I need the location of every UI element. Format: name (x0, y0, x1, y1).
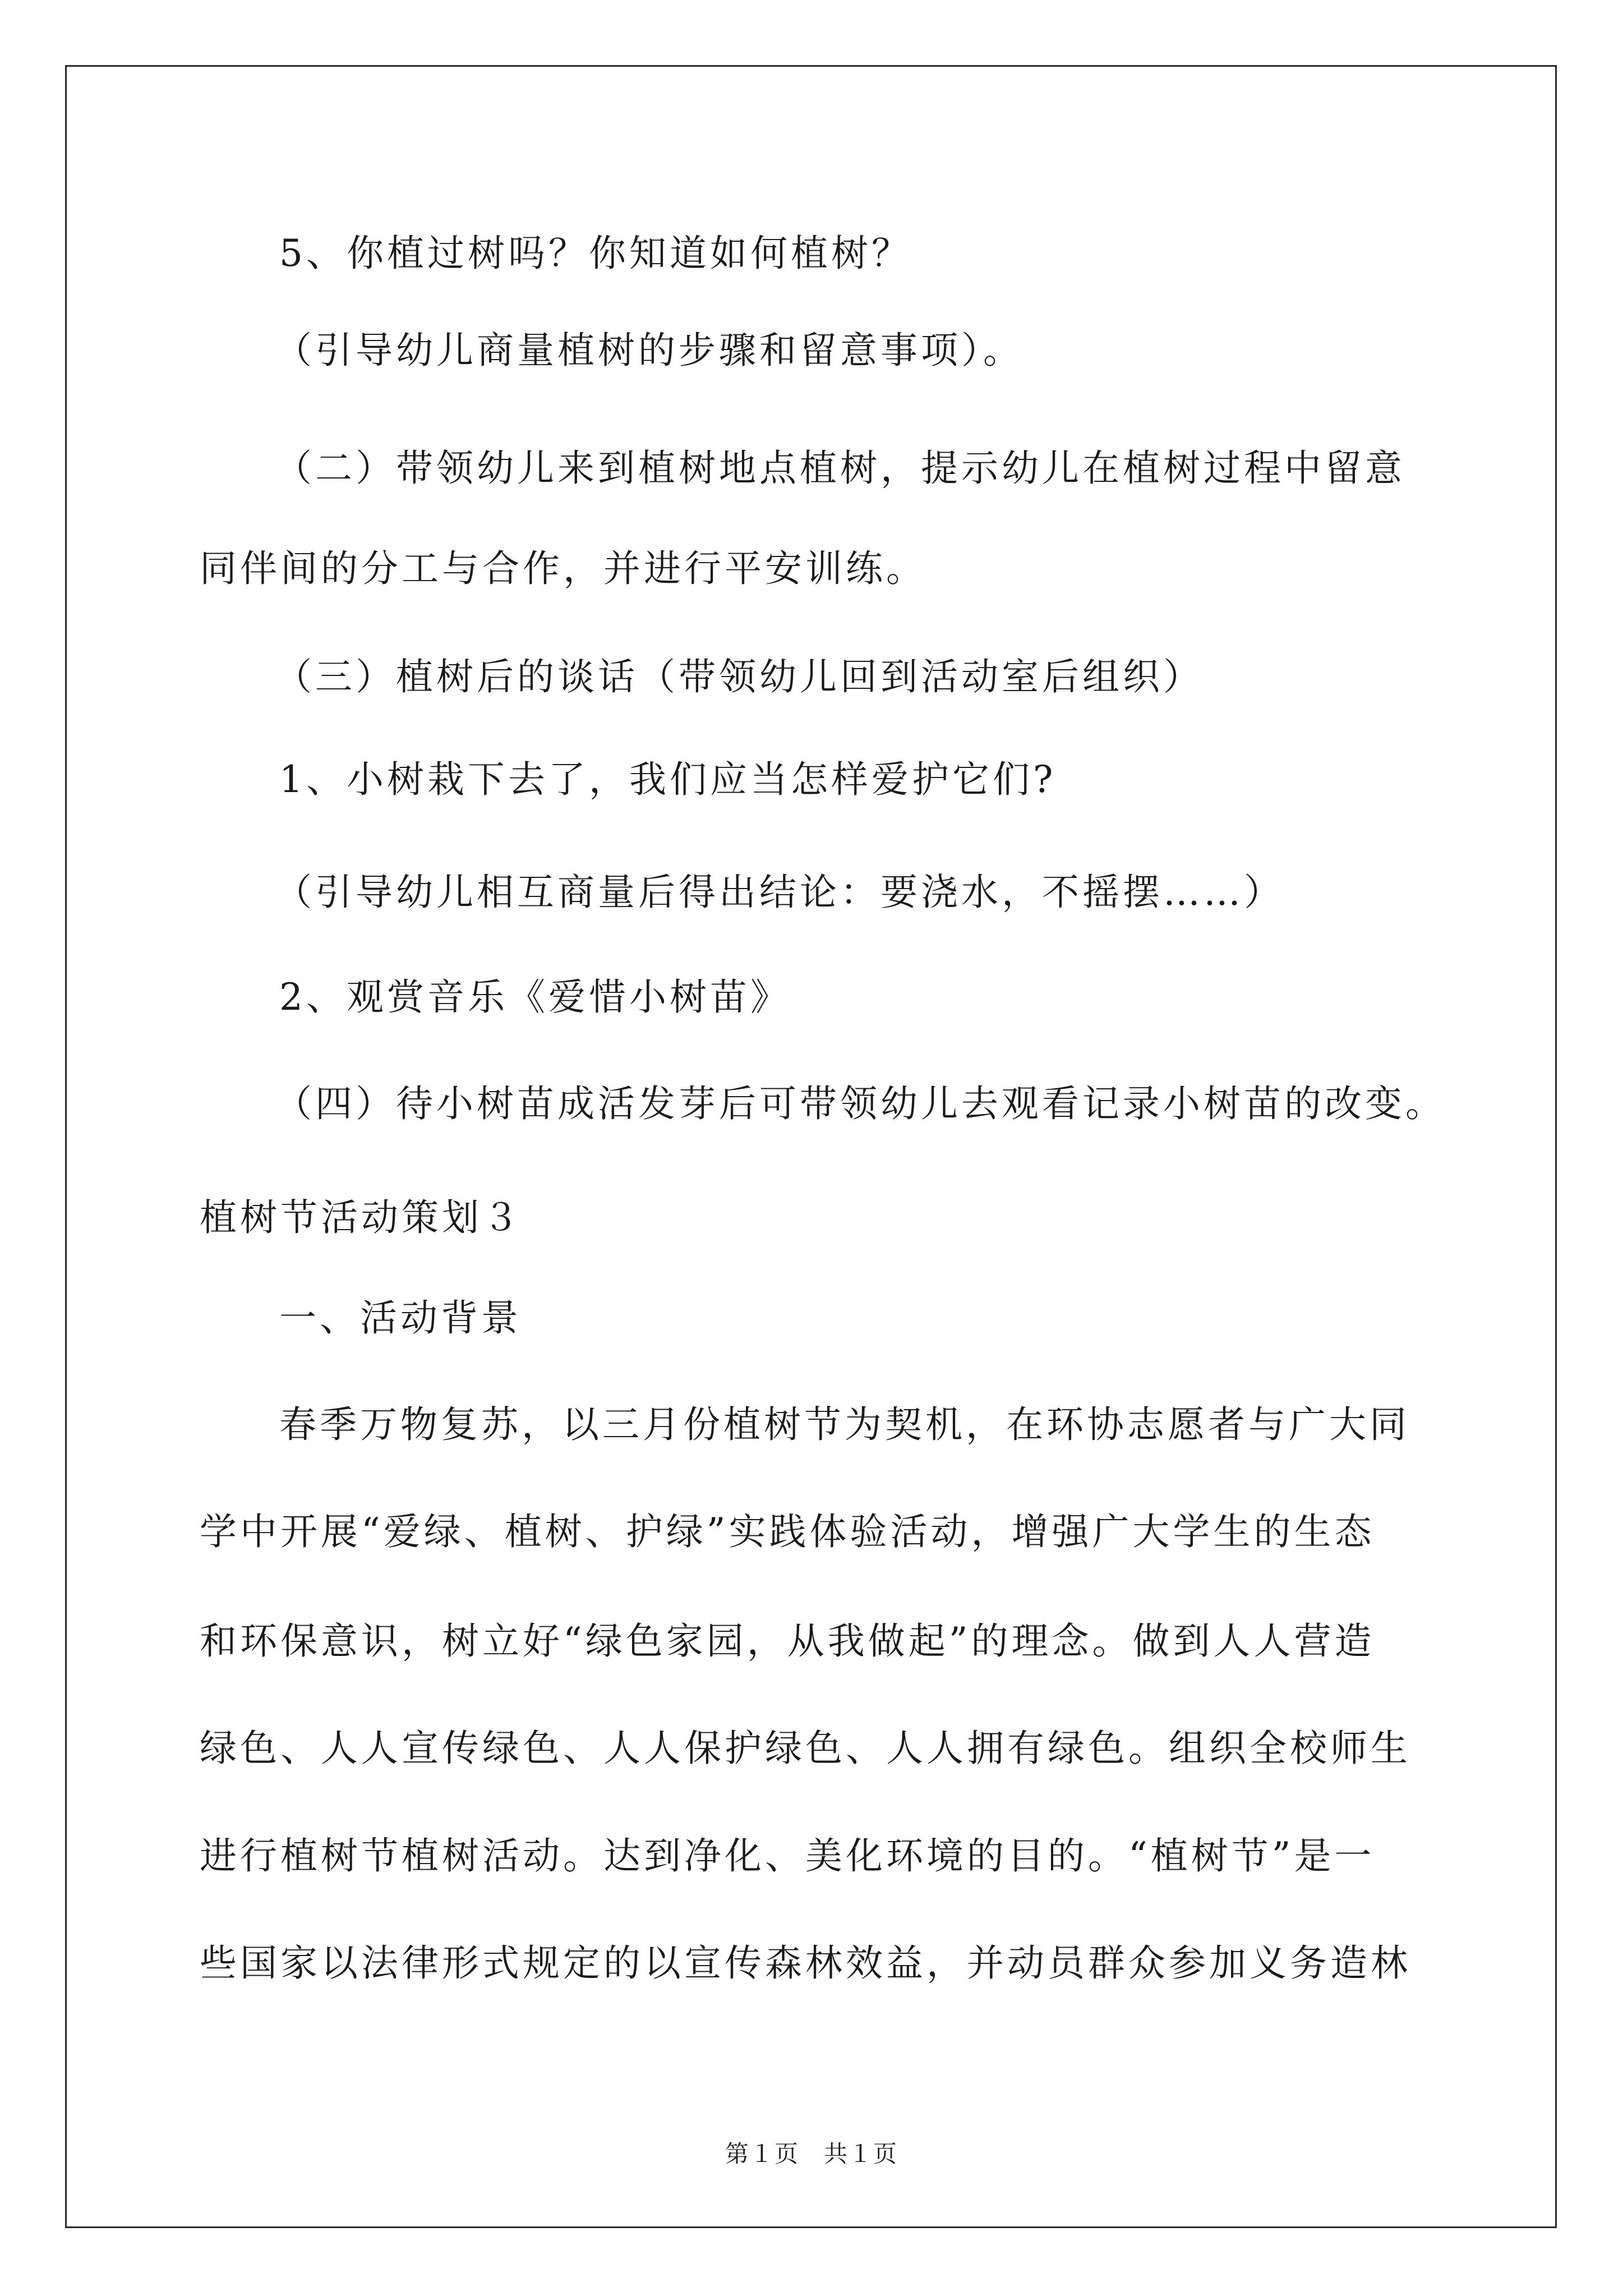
page-border (65, 65, 1557, 2228)
text-line: 春季万物复苏，以三月份植树节为契机，在环协志愿者与广大同 (279, 1403, 1410, 1446)
text-line: （三）植树后的谈话（带领幼儿回到活动室后组织） (275, 655, 1204, 698)
section-heading: 植树节活动策划３ (200, 1196, 523, 1239)
text-line: 进行植树节植树活动。达到净化、美化环境的目的。“植树节”是一 (200, 1834, 1375, 1878)
subsection-heading: 一、活动背景 (279, 1296, 522, 1340)
text-line: 绿色、人人宣传绿色、人人保护绿色、人人拥有绿色。组织全校师生 (200, 1727, 1411, 1770)
text-line: 同伴间的分工与合作，并进行平安训练。 (200, 547, 926, 590)
text-line: 1、小树栽下去了，我们应当怎样爱护它们? (279, 758, 1057, 801)
text-line: （引导幼儿相互商量后得出结论：要浇水，不摇摆……） (275, 871, 1284, 914)
text-line: 些国家以法律形式规定的以宣传森林效益，并动员群众参加义务造林 (200, 1941, 1411, 1985)
text-line: 2、观赏音乐《爱惜小树苗》 (279, 976, 791, 1019)
text-line: 和环保意识，树立好“绿色家园，从我做起”的理念。做到人人营造 (200, 1619, 1375, 1663)
text-line: 5、你植过树吗？你知道如何植树？ (279, 232, 912, 275)
text-line: （二）带领幼儿来到植树地点植树，提示幼儿在植树过程中留意 (275, 447, 1405, 490)
text-line: 学中开展“爱绿、植树、护绿”实践体验活动，增强广大学生的生态 (200, 1510, 1375, 1553)
text-line: （引导幼儿商量植树的步骤和留意事项）。 (275, 329, 1023, 372)
page-footer: 第１页 共１页 (725, 2140, 898, 2168)
text-line: （四）待小树苗成活发芽后可带领幼儿去观看记录小树苗的改变。 (275, 1082, 1446, 1125)
